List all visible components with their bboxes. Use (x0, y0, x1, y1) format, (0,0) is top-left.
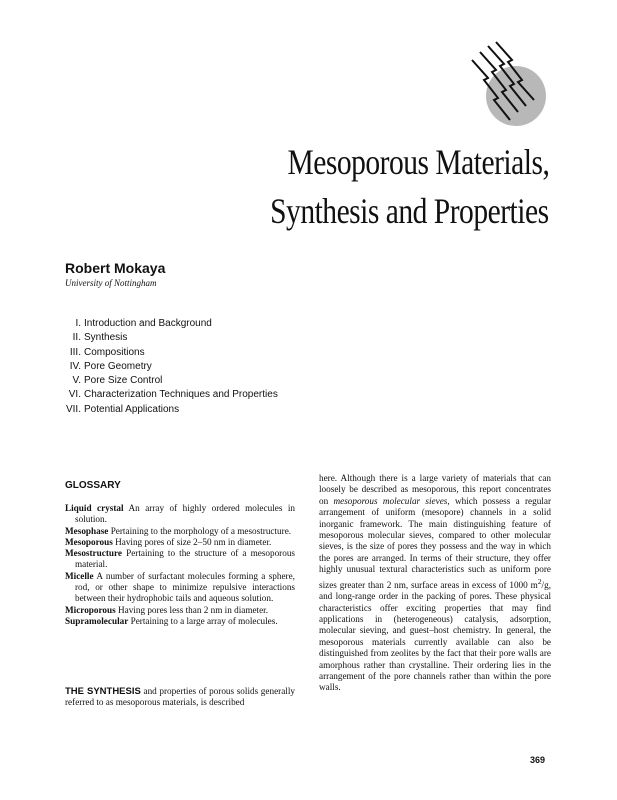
toc-item-number: III. (69, 346, 81, 358)
body-text-part2: , which possess a regular arrangement of uniform (mesopore) channels in a solid inorganic framework. The main distinguishing feature of mesoporous molecular sieves, compared to other molecular sieves, is the size of pores they possess and the way in which the pores are arranged. In terms of their structure, they offer highly unusual textural characteristics such as uniform pore sizes greater than 2 nm, surface areas in excess of 1000 m (319, 495, 551, 590)
article-title-line1: Mesoporous Materials, (287, 142, 549, 182)
toc-item (63, 346, 363, 360)
glossary-entry (65, 548, 295, 571)
toc-item-number: V. (72, 375, 81, 387)
toc-item-number: IV. (69, 360, 81, 372)
body-text-part1: here. Although there is a large variety of materials that can loosely be described as mesoporous, this report concentrates on (319, 473, 551, 506)
body-text-part3: /g, and long-range order in the packing of pores. These physical characteristics offer exciting properties that may find applications in (heterogeneous) catalysis, adsorption, molecular sieving, and guest–host chemistry. In general, the mesoporous materials currently available can also be distinguished from zeolites by the fact that their pore walls are amorphous rather than crystalline. Their ordering lies in the arrangement of the pore channels rather than within the pore walls. (319, 579, 551, 693)
page-number: 369 (529, 755, 545, 765)
glossary-entry (65, 616, 295, 627)
lightning-bolts-logo-icon (458, 40, 548, 130)
glossary-definition: Pertaining to the morphology of a mesostructure. (110, 525, 292, 536)
toc-item-label: Synthesis (84, 332, 128, 344)
glossary-definition: Having pores less than 2 nm in diameter. (118, 604, 269, 615)
glossary-entry (65, 526, 295, 537)
toc-item-label: Compositions (84, 346, 145, 358)
toc-item-label: Pore Geometry (84, 360, 152, 372)
toc-item-label: Introduction and Background (84, 318, 212, 329)
toc-item-label: Characterization Techniques and Properties (84, 389, 278, 401)
glossary-term: Micelle (65, 570, 94, 581)
body-text-emphasis: mesoporous molecular sieves (333, 495, 448, 506)
glossary-term: Microporous (65, 604, 116, 615)
body-text-right-column (319, 473, 551, 694)
toc-item (63, 331, 363, 345)
glossary-entry (65, 503, 295, 526)
glossary-entry (65, 571, 295, 605)
glossary-term: Liquid crystal (65, 503, 124, 513)
glossary-term: Mesostructure (65, 548, 122, 559)
toc-item-number: II. (72, 332, 81, 344)
body-text-superscript: 2 (537, 576, 542, 586)
toc-item (63, 403, 363, 417)
toc-item (63, 360, 363, 374)
glossary-definition: Pertaining to the structure of a mesoporous material. (75, 548, 295, 570)
toc-item-number: VI. (68, 389, 81, 401)
glossary-term: Supramolecular (65, 615, 129, 626)
glossary-definition: A number of surfactant molecules forming a sphere, rod, or other shape to minimize repulsive interactions between their hydrophobic tails and aqueous solution. (75, 570, 295, 604)
glossary-definition: Pertaining to a large array of molecules. (130, 615, 278, 626)
glossary-term: Mesoporous (65, 536, 113, 547)
glossary-definition: Having pores of size 2–50 nm in diameter. (115, 536, 272, 547)
intro-text: and properties of porous solids generally referred to as mesoporous materials, is described (65, 686, 295, 708)
glossary-entry (65, 605, 295, 616)
toc-item-number: I. (75, 318, 81, 329)
toc-item-number: VII. (65, 403, 81, 415)
author-affiliation: University of Nottingham (65, 278, 157, 288)
toc-item-label: Potential Applications (84, 403, 180, 415)
article-title-line2: Synthesis and Properties (270, 191, 549, 231)
toc-item-label: Pore Size Control (84, 375, 163, 387)
intro-paragraph (65, 686, 295, 709)
toc-item (63, 374, 363, 388)
author-name: Robert Mokaya (65, 260, 166, 276)
glossary-entry (65, 537, 295, 548)
glossary-term: Mesophase (65, 525, 109, 536)
toc-item (63, 317, 363, 331)
glossary-definition: An array of highly ordered molecules in solution. (75, 503, 296, 525)
glossary-list (65, 503, 295, 627)
toc-item (63, 388, 363, 402)
intro-lead-in: THE SYNTHESIS (65, 686, 141, 697)
glossary-heading: GLOSSARY (65, 480, 121, 491)
table-of-contents (63, 317, 363, 417)
